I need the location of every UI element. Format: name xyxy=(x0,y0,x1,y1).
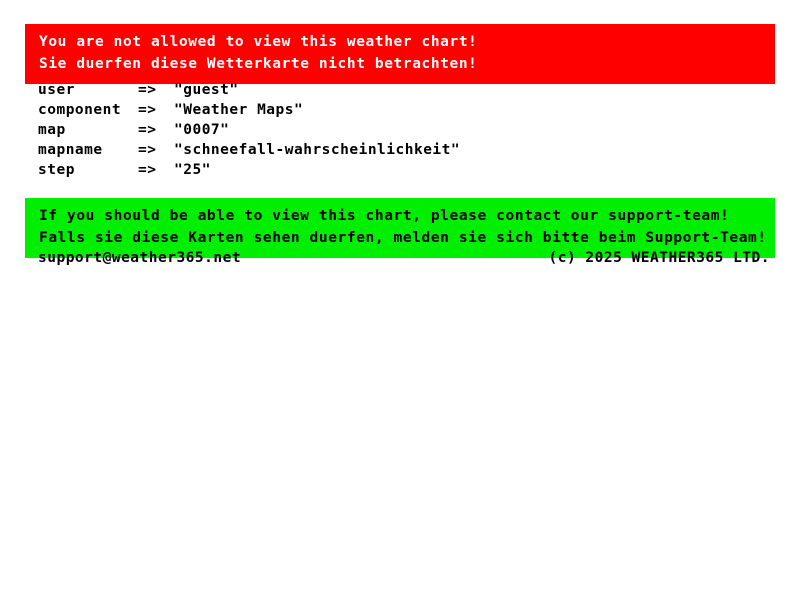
parameter-row-map xyxy=(38,120,758,140)
parameter-arrow: => xyxy=(138,82,157,98)
parameter-value: "25" xyxy=(174,162,211,178)
error-banner-line-de: Sie duerfen diese Wetterkarte nicht betrachten! xyxy=(39,56,478,72)
info-banner xyxy=(25,198,775,258)
parameter-key: map xyxy=(38,122,66,138)
parameter-key: user xyxy=(38,82,75,98)
parameter-value: "0007" xyxy=(174,122,230,138)
parameter-key: component xyxy=(38,102,122,118)
parameter-value: "guest" xyxy=(174,82,239,98)
footer xyxy=(38,250,770,266)
parameter-row-mapname xyxy=(38,140,758,160)
parameter-row-component xyxy=(38,100,758,120)
error-banner xyxy=(25,24,775,84)
parameter-value: "schneefall-wahrscheinlichkeit" xyxy=(174,142,461,158)
copyright-text: (c) 2025 WEATHER365 LTD. xyxy=(548,250,770,266)
error-banner-line-en: You are not allowed to view this weather chart! xyxy=(39,34,478,50)
parameter-arrow: => xyxy=(138,122,157,138)
parameter-arrow: => xyxy=(138,142,157,158)
support-email-link[interactable]: support@weather365.net xyxy=(38,250,242,266)
info-banner-line-de: Falls sie diese Karten sehen duerfen, melden sie sich bitte beim Support-Team! xyxy=(39,230,767,246)
parameter-row-step xyxy=(38,160,758,180)
parameter-row-user xyxy=(38,80,758,100)
parameter-key: step xyxy=(38,162,75,178)
parameter-list xyxy=(38,80,758,180)
parameter-value: "Weather Maps" xyxy=(174,102,304,118)
parameter-arrow: => xyxy=(138,162,157,178)
parameter-key: mapname xyxy=(38,142,103,158)
info-banner-line-en: If you should be able to view this chart, please contact our support-team! xyxy=(39,208,730,224)
parameter-arrow: => xyxy=(138,102,157,118)
